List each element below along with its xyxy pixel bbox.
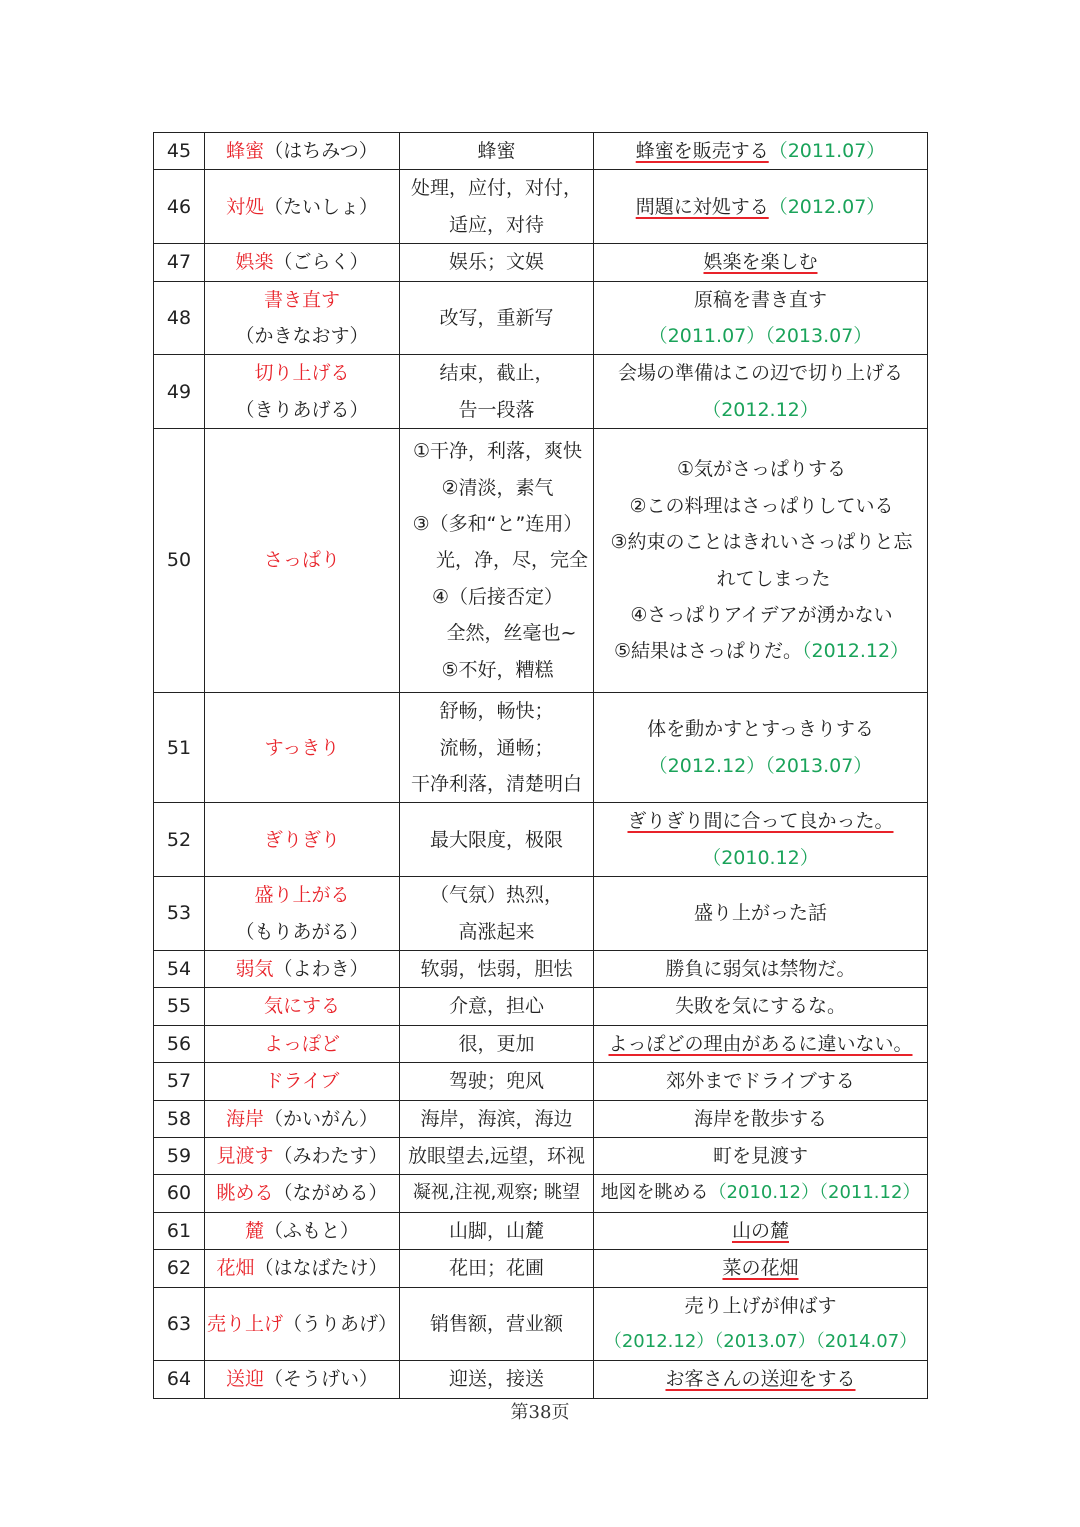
table-row [154, 1175, 928, 1212]
word-cell [205, 1212, 400, 1249]
meaning-cell: 驾驶；兜风 [400, 1063, 594, 1100]
example-cell [594, 170, 928, 244]
meaning-line: （气氛）热烈， [429, 884, 563, 907]
row-number: 55 [154, 988, 205, 1025]
meaning-cell: 放眼望去,远望，环视 [400, 1137, 594, 1174]
example-cell [594, 281, 928, 355]
word-cell [205, 1287, 400, 1361]
row-number: 56 [154, 1025, 205, 1062]
keyword: 眺める [216, 1182, 274, 1205]
example-text: お客さんの送迎をする [665, 1368, 856, 1391]
exam-years: （2011.07）（2013.07） [648, 325, 873, 348]
meaning-line: 流畅，通畅； [439, 736, 554, 759]
meaning-line: 结束，截止， [439, 362, 554, 385]
keyword: 対処 [225, 195, 264, 218]
example-text: 菜の花畑 [722, 1257, 799, 1280]
keyword: 麓 [244, 1219, 264, 1242]
meaning-cell: 海岸，海滨，海边 [400, 1100, 594, 1137]
keyword: 書き直す [263, 288, 340, 311]
keyword: 花畑 [216, 1257, 255, 1280]
table-row [154, 1137, 928, 1174]
table-row [154, 429, 928, 693]
table-row [154, 803, 928, 877]
example-text: 地図を眺める [600, 1182, 709, 1204]
meaning-line: 全然，丝毫也~ [446, 622, 577, 645]
table-row [154, 244, 928, 281]
reading: （もりあがる） [235, 920, 369, 943]
reading: （かきなおす） [235, 325, 369, 348]
example-cell [594, 355, 928, 429]
meaning-cell: 很，更加 [400, 1025, 594, 1062]
keyword: 送迎 [225, 1368, 264, 1391]
meaning-cell: 蜂蜜 [400, 133, 594, 170]
meaning-cell [400, 877, 594, 951]
row-number: 54 [154, 950, 205, 987]
reading: （たいしょ） [264, 195, 379, 218]
meaning-cell [400, 170, 594, 244]
meaning-line: ①干净，利落，爽快 [412, 440, 583, 463]
row-number: 60 [154, 1175, 205, 1212]
row-number: 62 [154, 1250, 205, 1287]
example-cell: 海岸を散歩する [594, 1100, 928, 1137]
example-line: ②この料理はさっぱりしている [629, 494, 894, 517]
word-cell [205, 1100, 400, 1137]
reading: （かいがん） [264, 1107, 379, 1130]
keyword: 盛り上がる [254, 884, 350, 907]
exam-years: （2010.12） [702, 846, 819, 869]
example-text: ぎりぎり間に合って良かった。 [627, 810, 894, 833]
word-cell [205, 877, 400, 951]
example-text: 山の麓 [731, 1219, 789, 1242]
table-row [154, 1287, 928, 1361]
meaning-line: ③（多和“と”连用） [412, 513, 583, 536]
example-text: 原稿を書き直す [693, 288, 827, 311]
example-cell [594, 1175, 928, 1212]
example-line: れてしまった [716, 567, 831, 590]
vocab-table [153, 132, 928, 1399]
table-row [154, 988, 928, 1025]
keyword: 海岸 [225, 1107, 264, 1130]
row-number: 49 [154, 355, 205, 429]
row-number: 58 [154, 1100, 205, 1137]
keyword: さっぱり [263, 549, 340, 572]
exam-years: （2012.07） [768, 195, 886, 218]
keyword: 弱気 [235, 957, 274, 980]
reading: （はちみつ） [264, 140, 378, 162]
example-text: 娯楽を楽しむ [703, 251, 818, 274]
table-row [154, 950, 928, 987]
reading: （きりあげる） [235, 398, 369, 421]
meaning-line: ②清淡，素气 [441, 476, 554, 499]
meaning-cell: 花田；花圃 [400, 1250, 594, 1287]
keyword: 見渡す [216, 1144, 274, 1167]
keyword: 蜂蜜 [226, 140, 265, 162]
meaning-cell: 改写，重新写 [400, 281, 594, 355]
example-cell: 失敗を気にするな。 [594, 988, 928, 1025]
table-row [154, 1361, 928, 1398]
example-text: 体を動かすとすっきりする [647, 718, 874, 741]
meaning-line: ⑤不好，糟糕 [441, 658, 554, 681]
reading: （うりあげ） [283, 1312, 398, 1335]
row-number: 53 [154, 877, 205, 951]
meaning-line: 光，净，尽，完全 [436, 549, 589, 572]
example-cell [594, 803, 928, 877]
example-text: よっぽどの理由があるに違いない。 [608, 1032, 913, 1055]
word-cell [205, 950, 400, 987]
example-cell: 勝負に弱気は禁物だ。 [594, 950, 928, 987]
word-cell [205, 244, 400, 281]
row-number: 52 [154, 803, 205, 877]
keyword: 切り上げる [254, 362, 350, 385]
example-cell [594, 693, 928, 803]
keyword: ぎりぎり [263, 828, 340, 851]
exam-years: （2010.12）（2011.12） [708, 1182, 921, 1204]
example-cell [594, 1250, 928, 1287]
table-row [154, 1100, 928, 1137]
exam-years: （2012.12）（2013.07）（2014.07） [603, 1331, 918, 1352]
meaning-line: 高涨起来 [458, 920, 535, 943]
example-text: 蜂蜜を販売する [635, 140, 769, 162]
table-row [154, 1025, 928, 1062]
example-cell [594, 133, 928, 170]
exam-years: （2012.12） [702, 398, 819, 421]
word-cell [205, 355, 400, 429]
table-row [154, 877, 928, 951]
row-number: 47 [154, 244, 205, 281]
table-row [154, 1250, 928, 1287]
meaning-cell: 软弱，怯弱，胆怯 [400, 950, 594, 987]
word-cell [205, 1175, 400, 1212]
example-cell [594, 1361, 928, 1398]
row-number: 57 [154, 1063, 205, 1100]
row-number: 45 [154, 133, 205, 170]
example-cell [594, 244, 928, 281]
example-text: 売り上げが伸ばす [684, 1294, 837, 1317]
meaning-cell [400, 355, 594, 429]
table-row [154, 693, 928, 803]
example-text: 会場の準備はこの辺で切り上げる [617, 362, 903, 385]
meaning-cell [400, 693, 594, 803]
row-number: 61 [154, 1212, 205, 1249]
keyword: よっぽど [263, 1032, 340, 1055]
exam-years: （2012.12）（2013.07） [648, 754, 873, 777]
example-line: ③約束のことはきれいさっぱりと忘 [610, 531, 913, 554]
meaning-line: 处理，应付，对付， [410, 177, 582, 200]
table-row [154, 1063, 928, 1100]
keyword: ドライブ [264, 1070, 340, 1093]
reading: （ふもと） [264, 1219, 360, 1242]
row-number: 50 [154, 429, 205, 693]
table-row [154, 170, 928, 244]
row-number: 46 [154, 170, 205, 244]
example-cell: 盛り上がった話 [594, 877, 928, 951]
example-cell: 町を見渡す [594, 1137, 928, 1174]
meaning-line: 适应，对待 [448, 213, 544, 236]
word-cell [205, 803, 400, 877]
meaning-line: 舒畅，畅快； [439, 700, 554, 723]
example-text: 問題に対処する [635, 195, 769, 218]
keyword: すっきり [264, 736, 340, 759]
table-row [154, 355, 928, 429]
word-cell [205, 1137, 400, 1174]
reading: （ごらく） [273, 251, 369, 274]
word-cell [205, 170, 400, 244]
meaning-line: ④（后接否定） [431, 585, 564, 608]
meaning-cell [400, 429, 594, 693]
reading: （ながめる） [273, 1182, 388, 1205]
example-cell: 郊外までドライブする [594, 1063, 928, 1100]
word-cell [205, 1063, 400, 1100]
reading: （そうげい） [264, 1368, 379, 1391]
reading: （みわたす） [273, 1144, 388, 1167]
meaning-cell: 山脚，山麓 [400, 1212, 594, 1249]
row-number: 63 [154, 1287, 205, 1361]
page-number: 第38页 [510, 1402, 570, 1423]
word-cell [205, 1250, 400, 1287]
reading: （はなばたけ） [254, 1257, 388, 1280]
keyword: 気にする [263, 995, 340, 1018]
example-cell [594, 1212, 928, 1249]
example-text: ⑤結果はさっぱりだ。 [613, 640, 802, 663]
meaning-cell: 迎送，接送 [400, 1361, 594, 1398]
row-number: 59 [154, 1137, 205, 1174]
word-cell [205, 281, 400, 355]
example-line: ④さっぱりアイデアが湧かない [630, 604, 893, 627]
word-cell [205, 133, 400, 170]
example-cell [594, 429, 928, 693]
meaning-cell: 销售额，营业额 [400, 1287, 594, 1361]
meaning-cell: 最大限度，极限 [400, 803, 594, 877]
example-cell [594, 1025, 928, 1062]
word-cell [205, 1025, 400, 1062]
exam-years: （2011.07） [768, 140, 886, 162]
word-cell [205, 1361, 400, 1398]
table-row [154, 1212, 928, 1249]
meaning-line: 告一段落 [458, 398, 535, 421]
exam-years: （2012.12） [801, 640, 910, 663]
word-cell [205, 988, 400, 1025]
meaning-cell: 介意，担心 [400, 988, 594, 1025]
example-cell [594, 1287, 928, 1361]
keyword: 売り上げ [207, 1312, 284, 1335]
row-number: 64 [154, 1361, 205, 1398]
table-row [154, 133, 928, 170]
row-number: 51 [154, 693, 205, 803]
reading: （よわき） [273, 957, 369, 980]
meaning-cell: 凝视,注视,观察; 眺望 [400, 1175, 594, 1212]
example-line [602, 633, 921, 669]
row-number: 48 [154, 281, 205, 355]
table-row [154, 281, 928, 355]
word-cell [205, 693, 400, 803]
keyword: 娯楽 [235, 251, 274, 274]
meaning-line: 干净利落，清楚明白 [410, 772, 582, 795]
meaning-cell: 娱乐；文娱 [400, 244, 594, 281]
word-cell [205, 429, 400, 693]
example-line: ①気がさっぱりする [676, 458, 847, 481]
